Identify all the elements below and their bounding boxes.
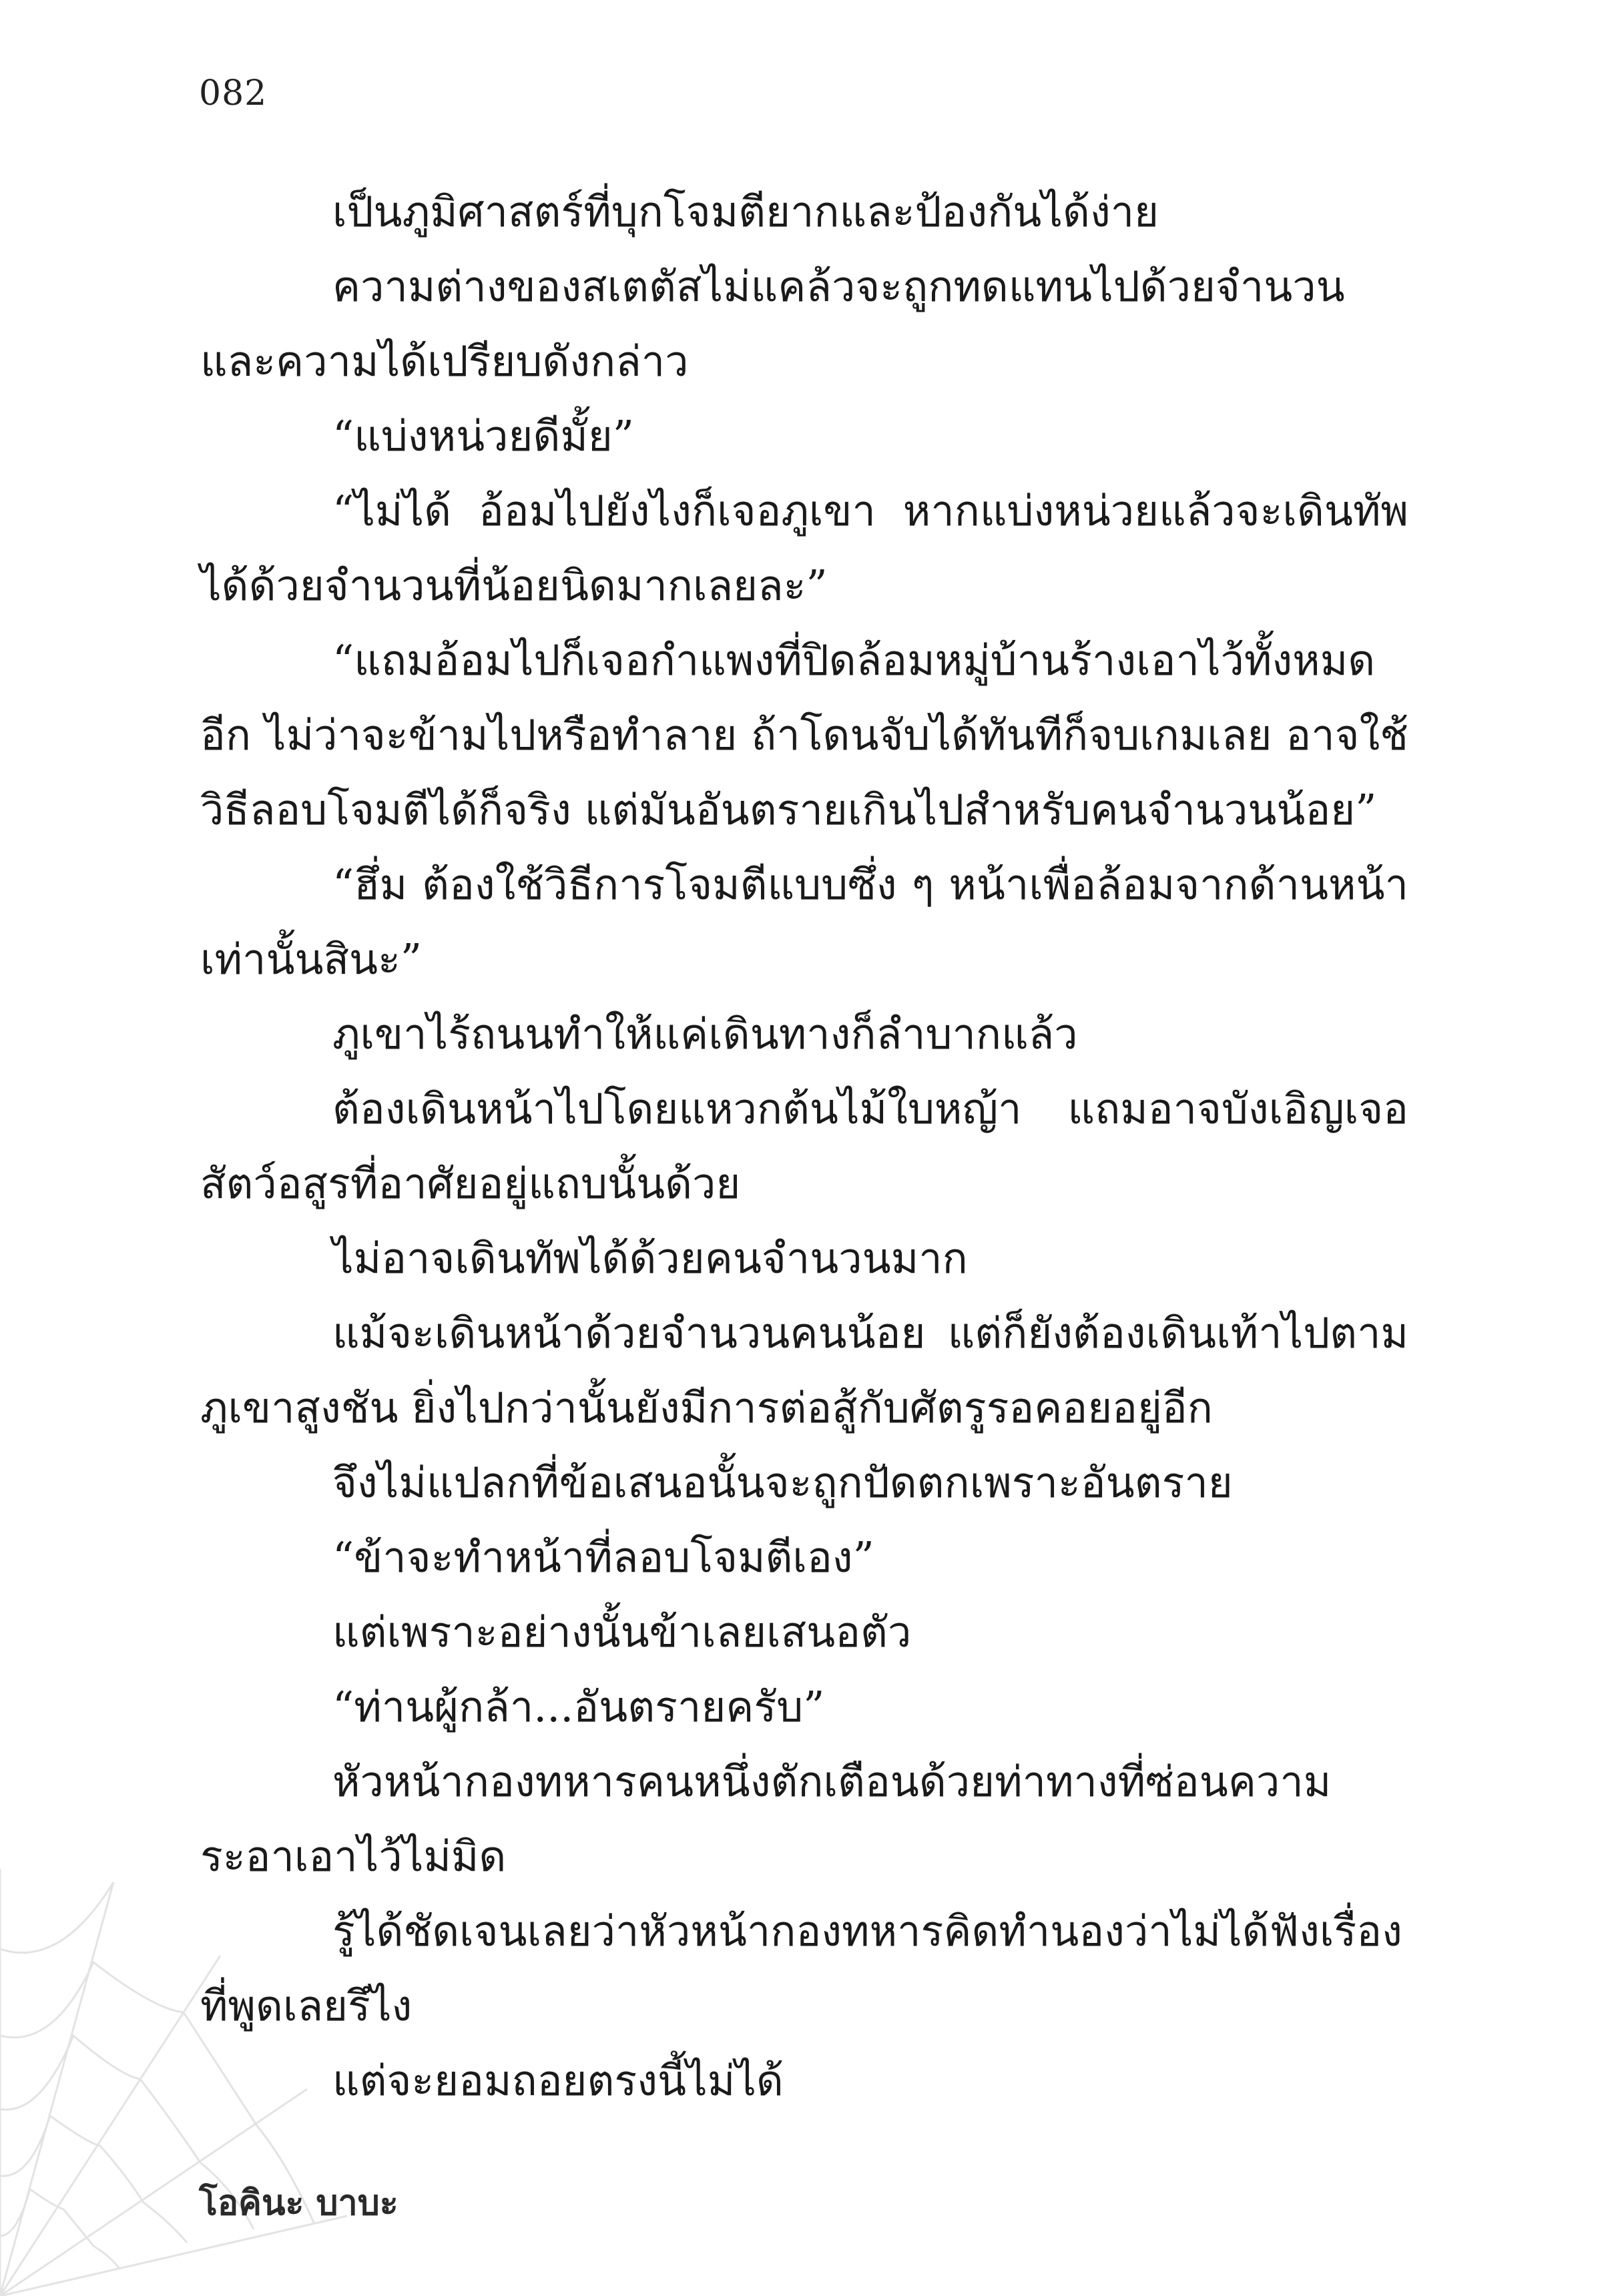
paragraph: ต้องเดินหน้าไปโดยแหวกต้นไม้ใบหญ้า แถมอาจบังเอิญเจอสัตว์อสูรที่อาศัยอยู่แถบนั้นด้วย [200,1085,1408,1208]
paragraph: ไม่อาจเดินทัพได้ด้วยคนจำนวนมาก [332,1234,968,1283]
paragraph: ความต่างของสเตตัสไม่แคล้วจะถูกทดแทนไปด้วยจำนวนและความได้เปรียบดังกล่าว [200,262,1345,386]
paragraph: แม้จะเดินหน้าด้วยจำนวนคนน้อย แต่ก็ยังต้องเดินเท้าไปตามภูเขาสูงชัน ยิ่งไปกว่านั้นยังมีการต่อสู้กับศัตรูรอคอยอยู่อีก [200,1309,1408,1432]
paragraph: จึงไม่แปลกที่ข้อเสนอนั้นจะถูกปัดตกเพราะอันตราย [332,1458,1233,1507]
paragraph: แต่จะยอมถอยตรงนี้ไม่ได้ [332,2056,784,2105]
body-text [200,175,1408,2118]
paragraph: “ไม่ได้ อ้อมไปยังไงก็เจอภูเขา หากแบ่งหน่วยแล้วจะเดินทัพได้ด้วยจำนวนที่น้อยนิดมากเลยละ” [200,487,1408,610]
paragraph: “แถมอ้อมไปก็เจอกำแพงที่ปิดล้อมหมู่บ้านร้างเอาไว้ทั้งหมดอีก ไม่ว่าจะข้ามไปหรือทำลาย ถ้าโดนจับได้ทันทีก็จบเกมเลย อาจใช้วิธีลอบโจมตีได้ก็จริง แต่มันอันตรายเกินไปสำหรับคนจำนวนน้อย” [200,636,1408,834]
page-number: 082 [199,73,268,113]
paragraph: หัวหน้ากองทหารคนหนึ่งตักเตือนด้วยท่าทางที่ซ่อนความระอาเอาไว้ไม่มิด [200,1757,1332,1881]
paragraph: “ฮึ่ม ต้องใช้วิธีการโจมตีแบบซึ่ง ๆ หน้าเพื่อล้อมจากด้านหน้าเท่านั้นสินะ” [200,860,1408,984]
paragraph: ภูเขาไร้ถนนทำให้แค่เดินทางก็ลำบากแล้ว [332,1010,1078,1059]
paragraph: “ข้าจะทำหน้าที่ลอบโจมตีเอง” [332,1533,874,1582]
paragraph: แต่เพราะอย่างนั้นข้าเลยเสนอตัว [332,1608,912,1657]
paragraph: “ท่านผู้กล้า...อันตรายครับ” [332,1683,825,1731]
paragraph: “แบ่งหน่วยดีมั้ย” [332,412,635,461]
paragraph: รู้ได้ชัดเจนเลยว่าหัวหน้ากองทหารคิดทำนองว่าไม่ได้ฟังเรื่องที่พูดเลยรึไง [200,1907,1402,2030]
spider-web-decoration [0,1869,347,2296]
paragraph: เป็นภูมิศาสตร์ที่บุกโจมตียากและป้องกันได้ง่าย [332,188,1159,236]
author-name: โอคินะ บาบะ [199,2183,398,2223]
